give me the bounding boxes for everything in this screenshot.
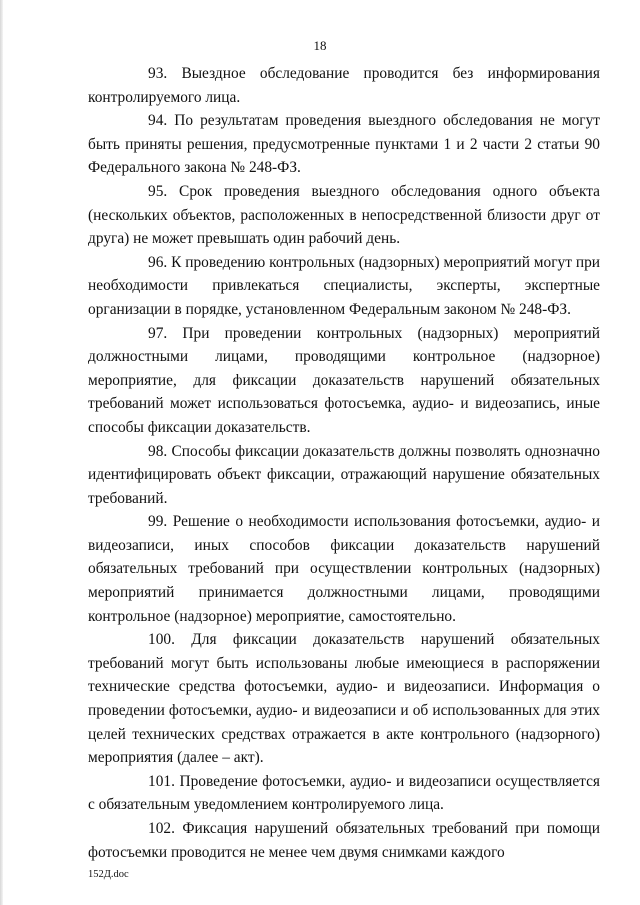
footer-filename: 152Д.doc (88, 869, 129, 880)
paragraph-96: 96. К проведению контрольных (надзорных) мероприятий могут при необходимости привлекаться специалисты, эксперты, экспертные организации в порядке, установленном Федеральным законом № 248-ФЗ. (88, 253, 600, 318)
page-number: 18 (313, 38, 327, 53)
paragraph-102: 102. Фиксация нарушений обязательных требований при помощи фотосъемки проводится не менее чем двумя снимками каждого (88, 820, 600, 861)
paragraph-97: 97. При проведении контрольных (надзорных) мероприятий должностными лицами, проводящими контрольное (надзорное) мероприятие, для фиксации доказательств нарушений обязательных требований может использоваться фотосъемка, аудио- и видеозапись, иные способы фиксации доказательств. (88, 324, 600, 436)
paragraph-94: 94. По результатам проведения выездного обследования не могут быть приняты решения, предусмотренные пунктами 1 и 2 части 2 статьи 90 Федерального закона № 248-ФЗ. (88, 112, 600, 177)
paragraph-99: 99. Решение о необходимости использования фотосъемки, аудио- и видеозаписи, иных способов фиксации доказательств нарушений обязательных требований при осуществлении контрольных (надзорных) мероприятий принимается должностными лицами, проводящими контрольное (надзорное) мероприятие, самостоятельно. (88, 513, 600, 625)
paragraph-93: 93. Выездное обследование проводится без информирования контролируемого лица. (88, 65, 600, 106)
paragraph-100: 100. Для фиксации доказательств нарушений обязательных требований могут быть использованы любые имеющиеся в распоряжении технические средства фотосъемки, аудио- и видеозаписи. Информация о проведении фотосъемки, аудио- и видеозаписи и об использованных для этих целей технических средствах отражается в акте контрольного (надзорного) мероприятия (далее – акт). (88, 631, 600, 767)
paragraph-95: 95. Срок проведения выездного обследования одного объекта (нескольких объектов, расположенных в непосредственной близости друг от друга) не может превышать один рабочий день. (88, 182, 600, 248)
paragraph-101: 101. Проведение фотосъемки, аудио- и видеозаписи осуществляется с обязательным уведомлением контролируемого лица. (88, 772, 600, 814)
document-body (88, 62, 600, 864)
scan-edge (0, 0, 3, 905)
paragraph-98: 98. Способы фиксации доказательств должны позволять однозначно идентифицировать объект фиксации, отражающий нарушение обязательных требований. (88, 442, 600, 507)
